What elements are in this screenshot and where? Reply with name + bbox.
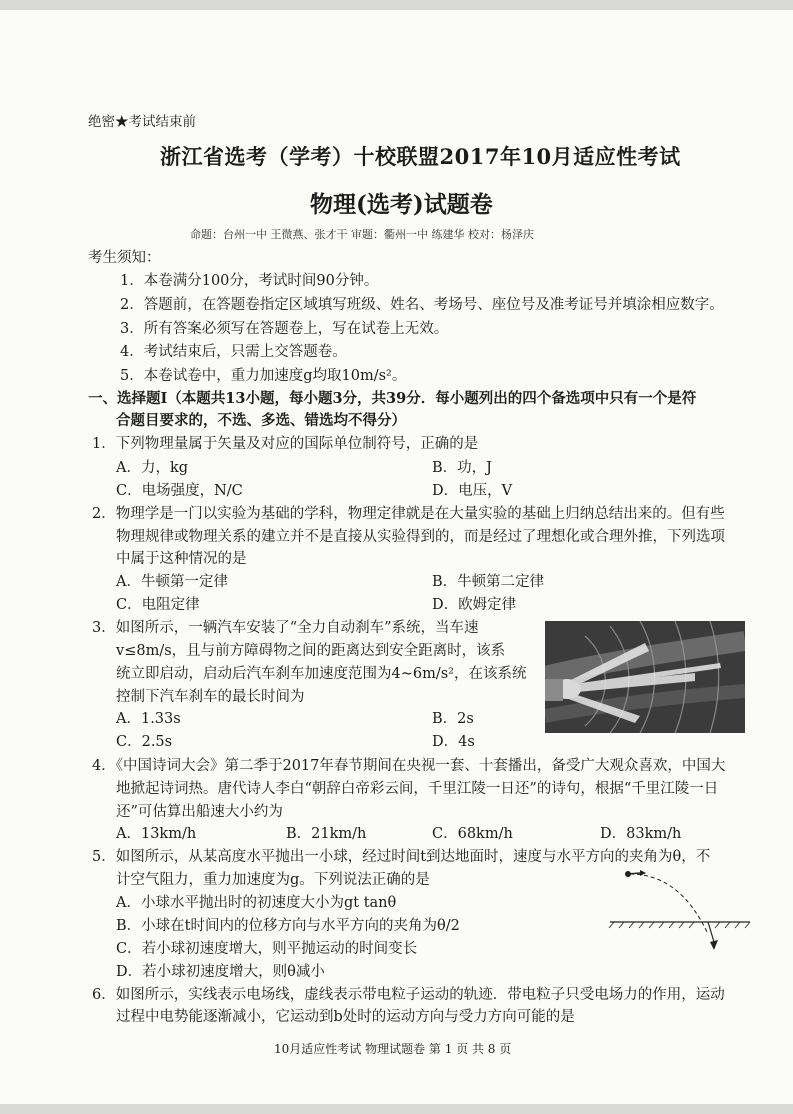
notice-item: 1．本卷满分100分，考试时间90分钟。 (120, 273, 379, 289)
q3-option-a: A．1.33s (116, 711, 181, 727)
q3-option-b: B．2s (432, 711, 474, 727)
q3-stem-line: 控制下汽车刹车的最长时间为 (116, 689, 305, 705)
q5-stem-line: 计空气阻力，重力加速度为g。下列说法正确的是 (116, 872, 430, 888)
scan-top-edge (0, 0, 793, 10)
q2-stem: 2．物理学是一门以实验为基础的学科，物理定律就是在大量实验的基础上归纳总结出来的。但有些 (92, 506, 725, 522)
q5-stem: 5．如图所示，从某高度水平抛出一小球，经过时间t到达地面时，速度与水平方向的夹角为θ，不 (92, 849, 711, 865)
q2-option-a: A．牛顿第一定律 (116, 574, 228, 590)
car-braking-sensor-photo (545, 621, 745, 733)
scan-bottom-edge (0, 1104, 793, 1114)
q5-option-d: D．若小球初速度增大，则θ减小 (116, 964, 325, 980)
q1-option-c: C．电场强度，N/C (116, 483, 243, 499)
q4-option-a: A．13km/h (116, 826, 197, 842)
q5-option-b: B．小球在t时间内的位移方向与水平方向的夹角为θ/2 (116, 918, 460, 934)
car-sensor-illustration (545, 621, 745, 733)
q4-option-b: B．21km/h (286, 826, 367, 842)
q2-option-c: C．电阻定律 (116, 597, 200, 613)
notice-heading: 考生须知： (88, 250, 161, 266)
q2-stem-line: 物理规律或物理关系的建立并不是直接从实验得到的，而是经过了理想化或合理外推，下列选项 (116, 529, 725, 545)
q6-stem: 6．如图所示，实线表示电场线，虚线表示带电粒子运动的轨迹．带电粒子只受电场力的作用，运动 (92, 987, 725, 1003)
q2-stem-line: 中属于这种情况的是 (116, 551, 247, 567)
q3-stem-line: 统立即启动，启动后汽车刹车加速度范围为4~6m/s²，在该系统 (116, 666, 527, 682)
q1-option-d: D．电压，V (432, 483, 513, 499)
q3-stem-line: v≤8m/s，且与前方障碍物之间的距离达到安全距离时，该系 (116, 643, 506, 659)
notice-item: 5．本卷试卷中，重力加速度g均取10m/s²。 (120, 368, 407, 384)
q1-option-a: A．力，kg (116, 460, 189, 476)
q4-stem-line: 地掀起诗词热。唐代诗人李白“朝辞白帝彩云间，千里江陵一日还”的诗句，根据“千里江陵一日 (116, 781, 719, 797)
q5-option-a: A．小球水平抛出时的初速度大小为gt tanθ (116, 895, 397, 911)
paper-subtitle: 物理(选考)试题卷 (310, 191, 493, 218)
page-footer: 10月适应性考试 物理试题卷 第 1 页 共 8 页 (274, 1042, 512, 1056)
q5-option-c: C．若小球初速度增大，则平抛运动的时间变长 (116, 941, 418, 957)
q4-stem-line: 还”可估算出船速大小约为 (116, 804, 283, 820)
notice-item: 3．所有答案必须写在答题卷上，写在试卷上无效。 (120, 321, 449, 337)
notice-item: 4．考试结束后，只需上交答题卷。 (120, 344, 347, 360)
q2-option-b: B．牛顿第二定律 (432, 574, 545, 590)
q2-option-d: D．欧姆定律 (432, 597, 517, 613)
section-heading: 一、选择题Ⅰ（本题共13小题，每小题3分，共39分．每小题列出的四个备选项中只有一个是符 (88, 390, 697, 407)
q1-stem: 1．下列物理量属于矢量及对应的国际单位制符号，正确的是 (92, 436, 479, 452)
q3-stem: 3．如图所示，一辆汽车安装了“全力自动刹车”系统，当车速 (92, 620, 479, 636)
q4-stem: 4．《中国诗词大会》第二季于2017年春节期间在央视一套、十套播出，备受广大观众喜欢，中国大 (92, 758, 726, 774)
confidential-mark: 绝密★考试结束前 (88, 114, 196, 130)
exam-title: 浙江省选考（学考）十校联盟2017年10月适应性考试 (160, 144, 681, 169)
notice-item: 2．答题前，在答题卷指定区域填写班级、姓名、考场号、座位号及准考证号并填涂相应数字。 (120, 297, 724, 313)
q3-option-c: C．2.5s (116, 734, 173, 750)
q4-option-c: C．68km/h (432, 826, 513, 842)
projectile-diagram (600, 862, 760, 952)
q6-stem-line: 过程中电势能逐渐减小，它运动到b处时的运动方向与受力方向可能的是 (116, 1009, 575, 1025)
q1-option-b: B．功，J (432, 460, 492, 476)
section-heading-cont: 合题目要求的，不选、多选、错选均不得分） (116, 412, 406, 429)
q4-option-d: D．83km/h (600, 826, 682, 842)
q3-option-d: D．4s (432, 734, 475, 750)
credits-line: 命题：台州一中 王微燕、张才干 审题：衢州一中 练建华 校对：杨泽庆 (190, 228, 534, 241)
